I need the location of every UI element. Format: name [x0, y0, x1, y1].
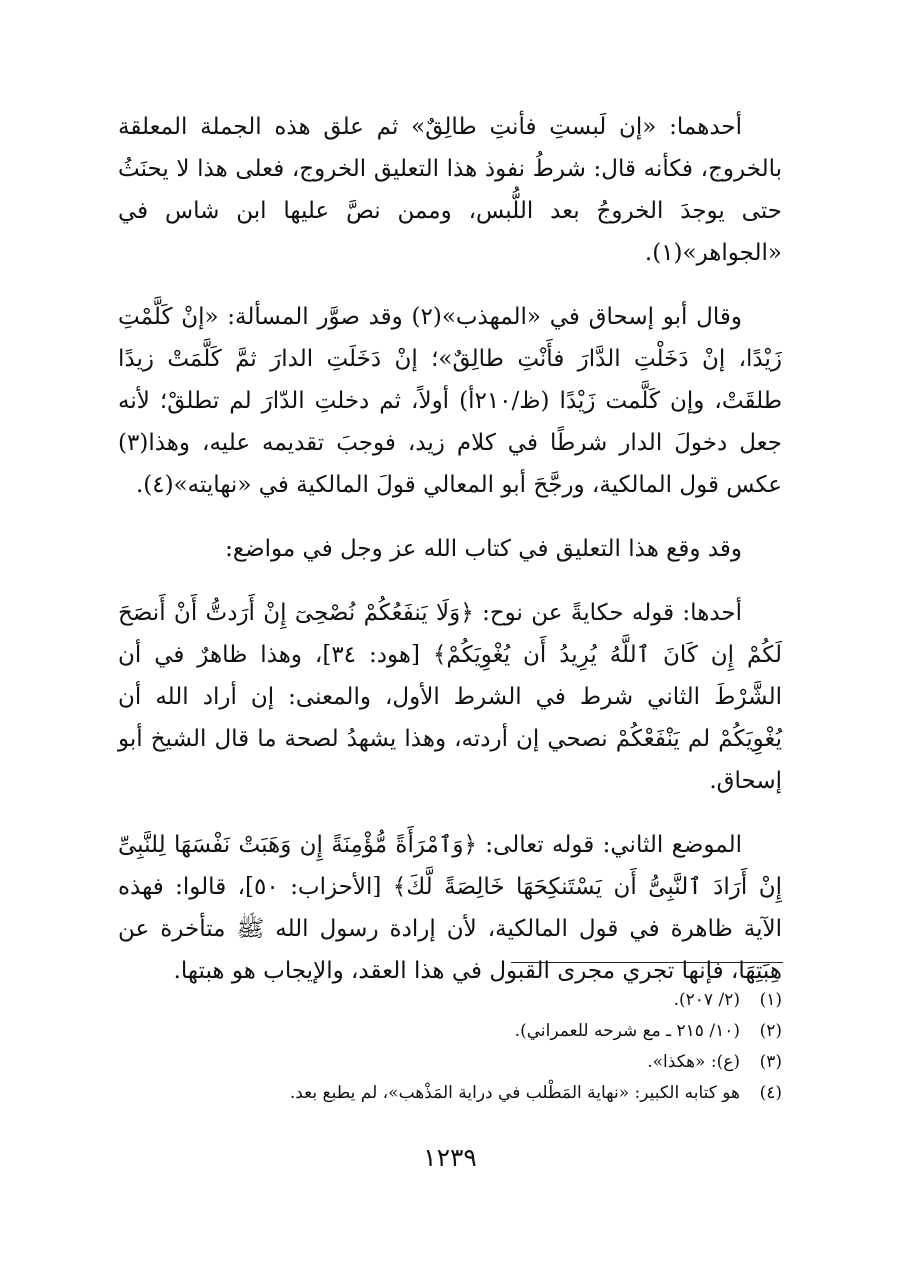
- footnote-text: (١٠/ ٢١٥ ـ مع شرحه للعمراني).: [514, 1021, 740, 1041]
- paragraph-2: وقال أبو إسحاق في «المهذب»(٢) وقد صوَّر المسألة: «إنْ كَلَّمْتِ زَيْدًا، إنْ دَخَلْتِ الدَّارَ فأَنْتِ طالِقٌ»؛ إنْ دَخَلَتِ الدارَ ثمَّ كَلَّمَتْ زيدًا طلقَتْ، وإن كَلَّمت زَيْدًا (ظ/٢١٠أ) أولاً، ثم دخلتِ الدّارَ لم تطلقْ؛ لأنه جعل دخولَ الدار شرطًا في كلام زيد، فوجبَ تقديمه عليه، وهذا(٣) عكس قول المالكية، ورجَّحَ أبو المعالي قولَ المالكية في «نهايته»(٤).: [118, 304, 782, 498]
- footnote-number: (١): [759, 990, 782, 1010]
- main-text: [118, 106, 782, 992]
- footnote-3: [118, 1047, 782, 1078]
- footnote-divider: [511, 962, 783, 963]
- footnotes: [118, 985, 782, 1109]
- footnote-text: (ع): «هكذا».: [647, 1052, 740, 1072]
- page-number: ١٢٣٩: [423, 1143, 477, 1172]
- paragraph-1: أحدهما: «إن لَبستِ فأنتِ طالِقٌ» ثم علق هذه الجملة المعلقة بالخروج، فكأنه قال: شرطُ نفوذ هذا التعليق الخروج، فعلى هذا لا يحنَثُ حتى يوجدَ الخروجُ بعد اللُّبس، وممن نصَّ عليها ابن شاس في «الجواهر»(١).: [118, 114, 782, 266]
- paragraph-5: الموضع الثاني: قوله تعالى: ﴿وَٱمْرَأَةً مُّؤْمِنَةً إِن وَهَبَتْ نَفْسَهَا لِلنَّبِىِّ إِنْ أَرَادَ ٱلنَّبِىُّ أَن يَسْتَنكِحَهَا خَالِصَةً لَّكَ﴾ [الأحزاب: ٥٠]، قالوا: فهذه الآية ظاهرة في قول المالكية، لأن إرادة رسول الله ﷺ متأخرة عن هِبَتِهَا، فإنها تجري مجرى القبول في هذا العقد، والإيجاب هو هبتها.: [118, 832, 782, 984]
- paragraph-4: أحدها: قوله حكايةً عن نوح: ﴿وَلَا يَنفَعُكُمْ نُصْحِىٓ إِنْ أَرَدتُّ أَنْ أَنصَحَ لَكُمْ إِن كَانَ ٱللَّهُ يُرِيدُ أَن يُغْوِيَكُمْ﴾ [هود: ٣٤]، وهذا ظاهرٌ في أن الشَّرْطَ الثاني شرط في الشرط الأول، والمعنى: إن أراد الله أن يُغْوِيَكُمْ لم يَنْفَعْكُمْ نصحي إن أردته، وهذا يشهدُ لصحة ما قال الشيخ أبو إسحاق.: [118, 600, 782, 794]
- footnote-4: [118, 1078, 782, 1109]
- footnote-number: (٤): [759, 1083, 782, 1103]
- footnote-number: (٣): [759, 1052, 782, 1072]
- footnote-1: [118, 985, 782, 1016]
- footnote-text: (٢/ ٢٠٧).: [673, 990, 740, 1010]
- footnote-number: (٢): [759, 1021, 782, 1041]
- footnote-text: هو كتابه الكبير: «نهاية المَطْلب في دراية المَذْهب»، لم يطبع بعد.: [289, 1083, 740, 1103]
- footnote-2: [118, 1016, 782, 1047]
- paragraph-3: وقد وقع هذا التعليق في كتاب الله عز وجل في مواضع:: [225, 536, 742, 562]
